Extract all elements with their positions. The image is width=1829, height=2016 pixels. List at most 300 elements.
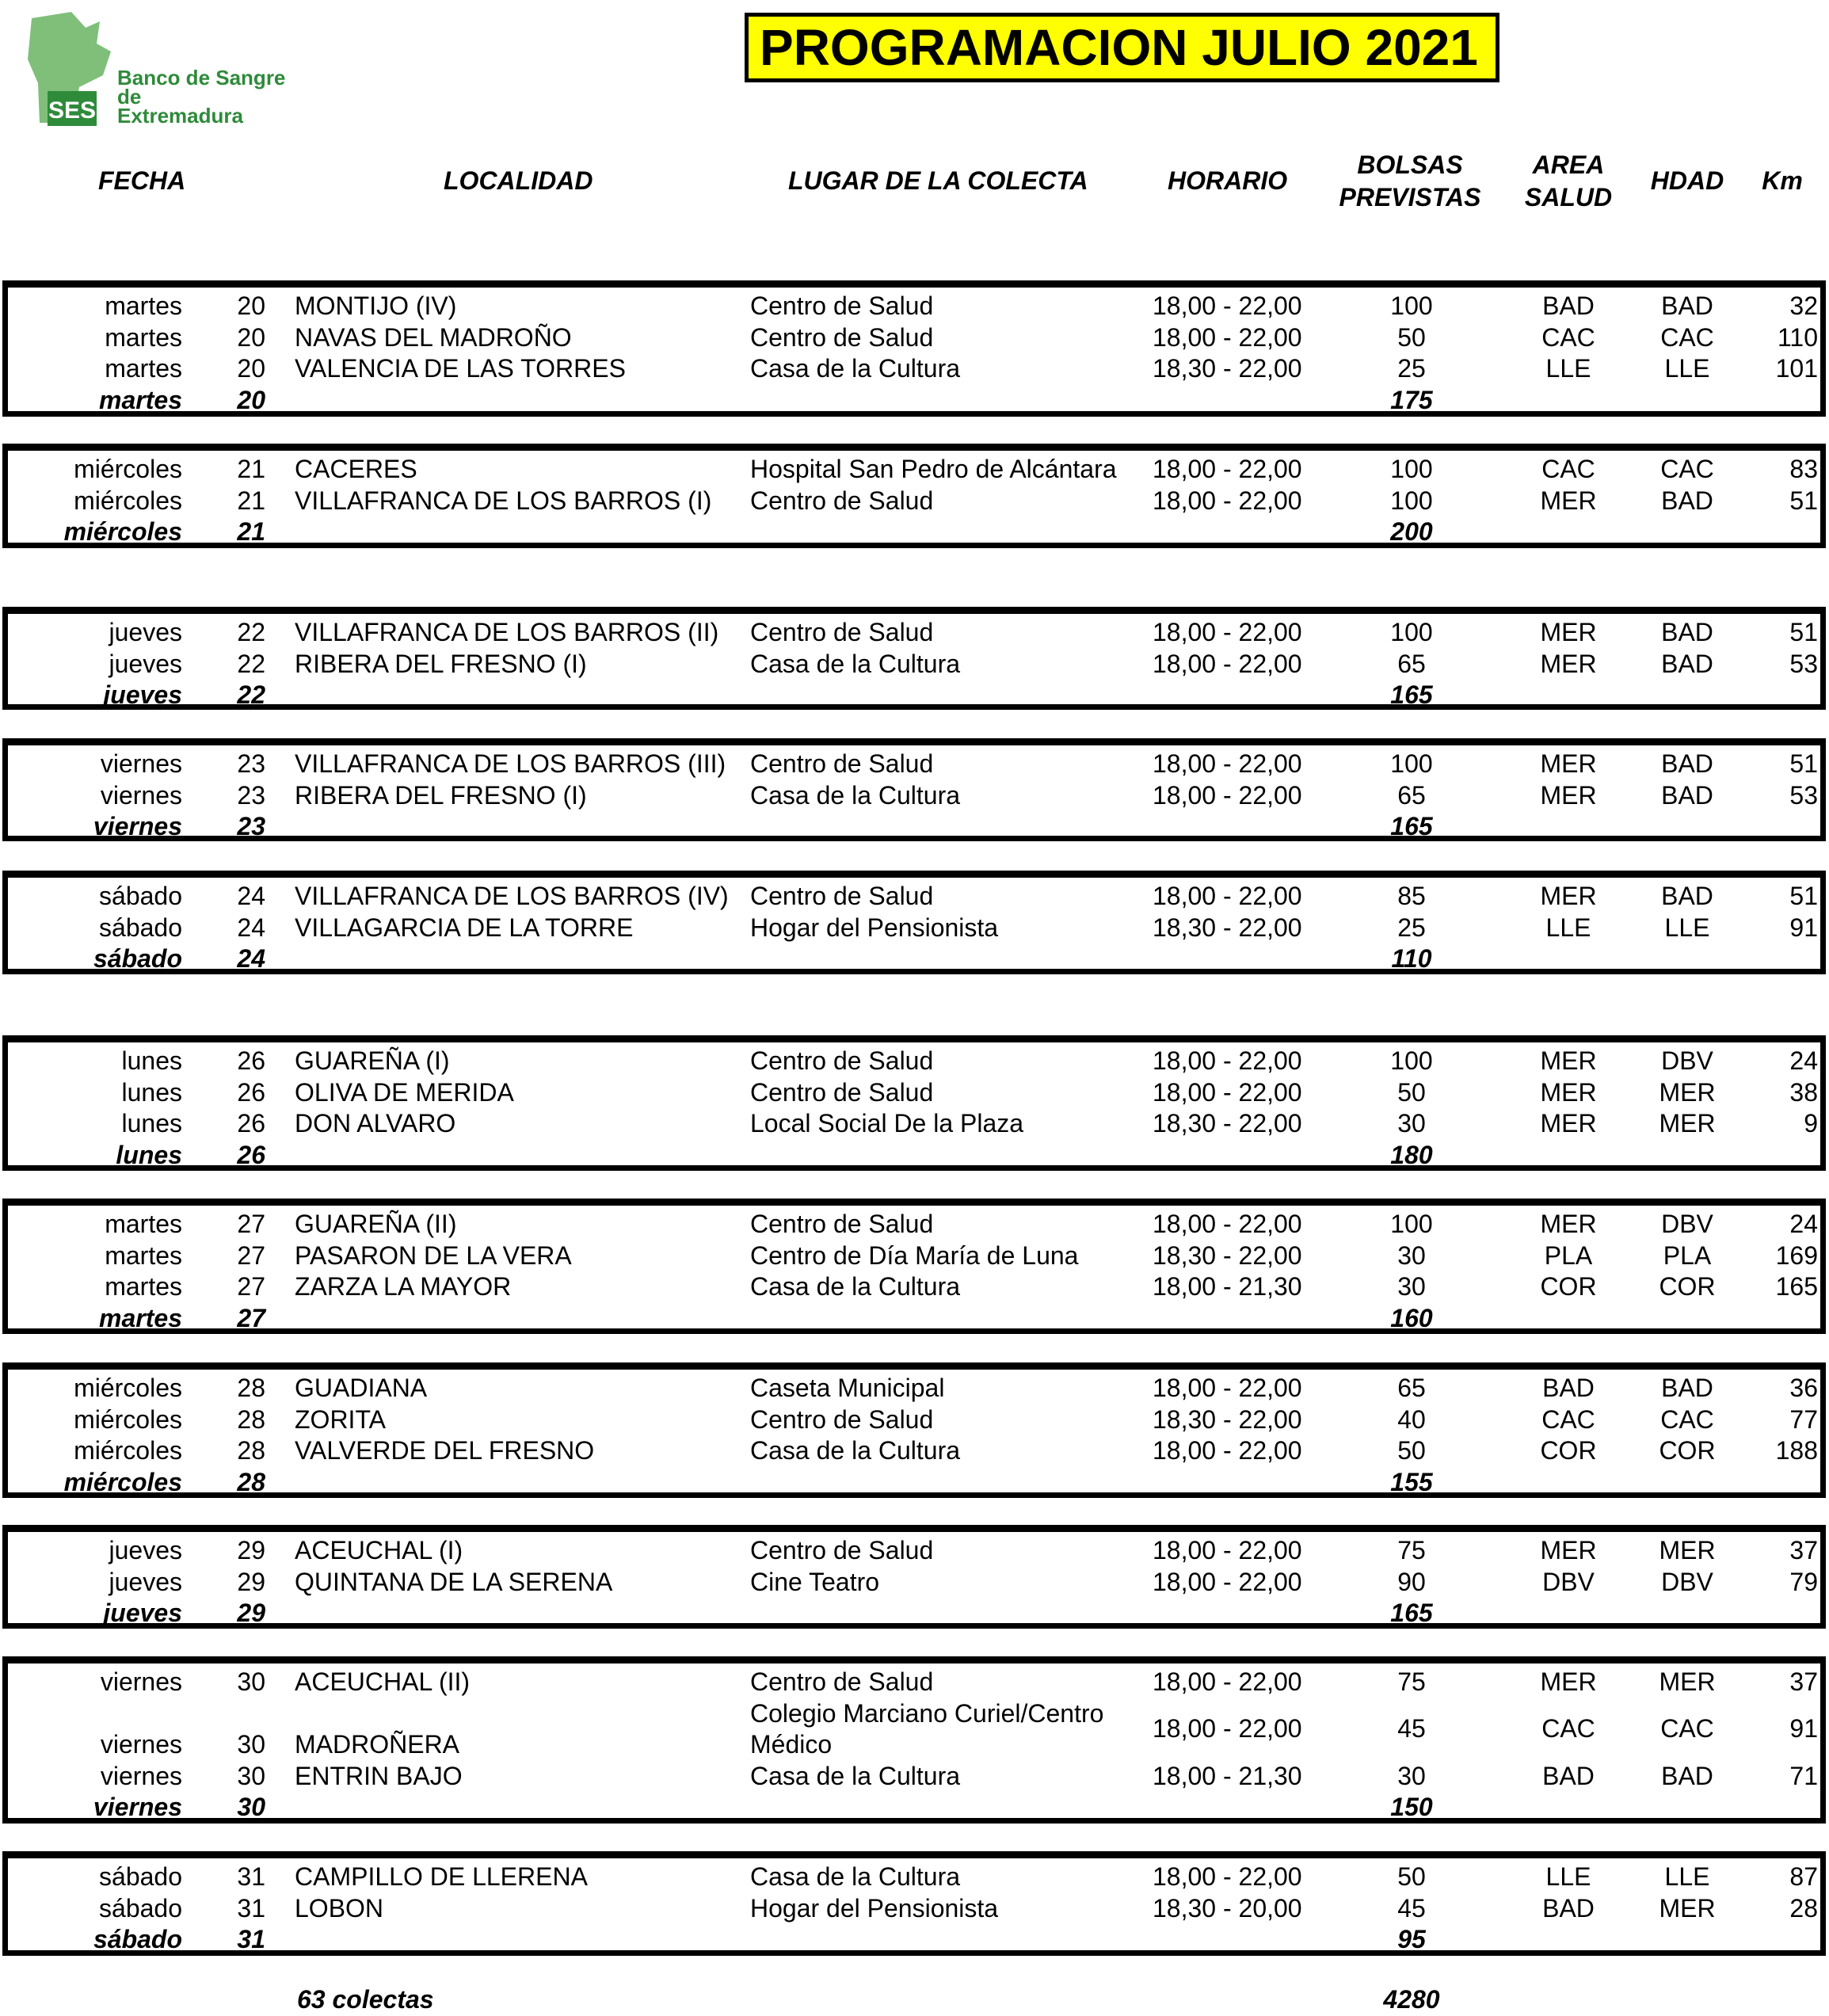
- km-cell: 188: [1775, 1436, 1818, 1465]
- area-salud-cell: CAC: [1541, 1714, 1595, 1744]
- area-salud-cell: MER: [1540, 1109, 1597, 1138]
- lugar-cell: Centro de Salud: [750, 292, 934, 320]
- fecha-dia-cell: sábado: [99, 882, 182, 910]
- localidad-cell: CAMPILLO DE LLERENA: [295, 1862, 588, 1891]
- bolsas-cell: 100: [1390, 455, 1433, 483]
- ses-initials: SES: [48, 97, 97, 124]
- hdad-cell: BAD: [1661, 882, 1713, 910]
- fecha-numero-cell: 21: [237, 455, 265, 483]
- bolsas-cell: 25: [1397, 913, 1426, 942]
- hdad-cell: BAD: [1661, 1761, 1713, 1790]
- km-cell: 37: [1789, 1536, 1818, 1564]
- table-row: [8, 1271, 1820, 1303]
- header-fecha: FECHA: [98, 166, 186, 195]
- km-cell: 37: [1789, 1667, 1818, 1696]
- fecha-numero-cell: 31: [237, 1862, 265, 1891]
- fecha-numero-cell: 28: [237, 1436, 265, 1465]
- bolsas-cell: 100: [1390, 486, 1433, 515]
- fecha-numero-cell: 27: [237, 1240, 265, 1270]
- km-cell: 110: [1777, 322, 1818, 352]
- hdad-cell: BAD: [1661, 780, 1713, 810]
- hdad-cell: COR: [1659, 1436, 1716, 1465]
- table-row: [8, 1435, 1820, 1467]
- grand-total-colectas: 63 colectas: [297, 1985, 434, 2014]
- hdad-cell: CAC: [1660, 455, 1714, 483]
- hdad-cell: MER: [1659, 1536, 1716, 1564]
- localidad-cell: RIBERA DEL FRESNO (I): [295, 780, 587, 810]
- area-salud-cell: MER: [1540, 1077, 1597, 1107]
- fecha-numero-cell: 24: [237, 913, 265, 942]
- table-row: [8, 780, 1820, 812]
- subtotal-dia-cell: martes: [99, 1303, 182, 1332]
- localidad-cell: MADROÑERA: [295, 1730, 460, 1759]
- subtotal-numero-cell: 31: [237, 1925, 265, 1953]
- localidad-cell: ZARZA LA MAYOR: [295, 1272, 512, 1301]
- day-group: [2, 607, 1826, 710]
- fecha-dia-cell: viernes: [100, 1730, 182, 1759]
- lugar-cell: Centro de Salud: [750, 486, 934, 515]
- km-cell: 83: [1789, 455, 1818, 483]
- km-cell: 79: [1789, 1567, 1818, 1596]
- localidad-cell: VILLAFRANCA DE LOS BARROS (I): [295, 486, 712, 515]
- table-row: [8, 881, 1820, 913]
- lugar-cell: Casa de la Cultura: [750, 1761, 961, 1790]
- fecha-numero-cell: 26: [237, 1109, 265, 1138]
- area-salud-cell: MER: [1540, 1667, 1597, 1696]
- bolsas-cell: 45: [1397, 1714, 1426, 1744]
- localidad-cell: VILLAFRANCA DE LOS BARROS (II): [295, 618, 719, 646]
- fecha-dia-cell: sábado: [99, 913, 182, 942]
- subtotal-bolsas-cell: 165: [1390, 812, 1433, 840]
- horario-cell: 18,00 - 22,00: [1153, 618, 1302, 646]
- km-cell: 24: [1789, 1210, 1818, 1238]
- fecha-numero-cell: 30: [237, 1761, 265, 1790]
- area-salud-cell: MER: [1540, 1046, 1597, 1075]
- area-salud-cell: CAC: [1541, 455, 1595, 483]
- subtotal-dia-cell: sábado: [93, 1925, 182, 1953]
- lugar-cell: Hogar del Pensionista: [750, 1893, 999, 1923]
- localidad-cell: RIBERA DEL FRESNO (I): [295, 649, 587, 678]
- fecha-dia-cell: sábado: [99, 1893, 182, 1923]
- subtotal-row: [8, 1303, 1820, 1334]
- day-group: [2, 1851, 1826, 1956]
- hdad-cell: BAD: [1661, 618, 1713, 646]
- subtotal-bolsas-cell: 110: [1391, 944, 1432, 973]
- bolsas-cell: 75: [1397, 1667, 1426, 1696]
- day-group: [2, 1362, 1826, 1498]
- lugar-cell: Centro de Salud: [750, 1404, 934, 1434]
- table-row: [8, 1077, 1820, 1109]
- localidad-cell: VALVERDE DEL FRESNO: [295, 1436, 595, 1465]
- subtotal-dia-cell: martes: [99, 385, 182, 414]
- area-salud-cell: MER: [1540, 1536, 1597, 1564]
- bolsas-cell: 90: [1397, 1567, 1426, 1596]
- logo-line-1: Banco de Sangre: [117, 66, 286, 90]
- bolsas-cell: 50: [1397, 1436, 1426, 1465]
- horario-cell: 18,00 - 22,00: [1153, 1210, 1302, 1238]
- hdad-cell: BAD: [1661, 1374, 1713, 1402]
- subtotal-row: [8, 943, 1820, 974]
- localidad-cell: DON ALVARO: [295, 1109, 456, 1138]
- hdad-cell: BAD: [1661, 649, 1713, 678]
- hdad-cell: DBV: [1661, 1046, 1713, 1075]
- table-row: [8, 1373, 1820, 1404]
- lugar-cell: Centro de Salud: [750, 1046, 934, 1075]
- horario-cell: 18,00 - 22,00: [1153, 749, 1302, 778]
- fecha-numero-cell: 27: [237, 1272, 265, 1301]
- area-salud-cell: BAD: [1542, 292, 1595, 320]
- fecha-dia-cell: jueves: [109, 618, 182, 646]
- bolsas-cell: 40: [1397, 1404, 1426, 1434]
- area-salud-cell: MER: [1540, 618, 1597, 646]
- fecha-numero-cell: 23: [237, 749, 265, 778]
- area-salud-cell: BAD: [1542, 1374, 1595, 1402]
- hdad-cell: BAD: [1661, 486, 1713, 515]
- horario-cell: 18,30 - 22,00: [1153, 913, 1302, 942]
- localidad-cell: PASARON DE LA VERA: [295, 1240, 572, 1270]
- header-horario: HORARIO: [1168, 166, 1288, 195]
- fecha-numero-cell: 31: [237, 1893, 265, 1923]
- localidad-cell: ENTRIN BAJO: [295, 1761, 463, 1790]
- bolsas-cell: 30: [1397, 1109, 1426, 1138]
- subtotal-bolsas-cell: 175: [1390, 385, 1433, 414]
- hdad-cell: LLE: [1664, 1862, 1710, 1891]
- subtotal-dia-cell: miércoles: [63, 1467, 182, 1496]
- subtotal-numero-cell: 22: [237, 680, 265, 709]
- area-salud-cell: CAC: [1541, 322, 1595, 352]
- bolsas-cell: 45: [1397, 1893, 1426, 1923]
- header-lugar: LUGAR DE LA COLECTA: [788, 166, 1088, 195]
- fecha-dia-cell: sábado: [99, 1862, 182, 1891]
- table-row: [8, 1404, 1820, 1436]
- grand-total-bolsas: 4280: [1383, 1985, 1440, 2014]
- subtotal-dia-cell: jueves: [103, 1599, 182, 1627]
- fecha-numero-cell: 29: [237, 1536, 265, 1564]
- hdad-cell: MER: [1659, 1667, 1716, 1696]
- subtotal-numero-cell: 27: [237, 1303, 265, 1332]
- fecha-numero-cell: 20: [237, 292, 265, 320]
- lugar-cell: Casa de la Cultura: [750, 1436, 961, 1465]
- horario-cell: 18,00 - 22,00: [1153, 1667, 1302, 1696]
- fecha-numero-cell: 28: [237, 1374, 265, 1402]
- subtotal-row: [8, 680, 1820, 711]
- area-salud-cell: DBV: [1542, 1567, 1595, 1596]
- bolsas-cell: 30: [1397, 1240, 1426, 1270]
- subtotal-row: [8, 1598, 1820, 1629]
- day-group: [2, 1035, 1826, 1171]
- subtotal-dia-cell: lunes: [116, 1140, 182, 1169]
- fecha-dia-cell: miércoles: [74, 455, 182, 483]
- localidad-cell: GUAREÑA (II): [295, 1210, 457, 1238]
- km-cell: 87: [1789, 1862, 1818, 1891]
- localidad-cell: NAVAS DEL MADROÑO: [295, 322, 572, 352]
- hdad-cell: LLE: [1664, 913, 1710, 942]
- lugar-cell: Colegio Marciano Curiel/Centro: [750, 1698, 1104, 1728]
- hdad-cell: MER: [1659, 1077, 1716, 1107]
- fecha-numero-cell: 22: [237, 618, 265, 646]
- lugar-cell: Casa de la Cultura: [750, 649, 961, 678]
- km-cell: 24: [1789, 1046, 1818, 1075]
- table-row: [8, 1698, 1820, 1761]
- subtotal-bolsas-cell: 165: [1390, 680, 1433, 709]
- localidad-cell: ZORITA: [295, 1404, 386, 1434]
- subtotal-numero-cell: 28: [237, 1467, 265, 1496]
- horario-cell: 18,00 - 22,00: [1153, 1077, 1302, 1107]
- area-salud-cell: LLE: [1545, 354, 1591, 383]
- fecha-dia-cell: viernes: [100, 1761, 182, 1790]
- localidad-cell: VILLAGARCIA DE LA TORRE: [295, 913, 634, 942]
- lugar-cell: Centro de Salud: [750, 1077, 934, 1107]
- table-row: [8, 322, 1820, 354]
- table-row: [8, 1862, 1820, 1893]
- horario-cell: 18,00 - 22,00: [1153, 322, 1302, 352]
- subtotal-numero-cell: 29: [237, 1599, 265, 1627]
- lugar-cell: Centro de Salud: [750, 882, 934, 910]
- fecha-dia-cell: miércoles: [74, 1374, 182, 1402]
- lugar-cell-line-2: Médico: [750, 1730, 833, 1759]
- localidad-cell: OLIVA DE MERIDA: [295, 1077, 514, 1107]
- logo-line-3: Extremadura: [117, 104, 243, 128]
- hdad-cell: MER: [1659, 1109, 1716, 1138]
- area-salud-cell: MER: [1540, 882, 1597, 910]
- fecha-dia-cell: viernes: [100, 749, 182, 778]
- fecha-numero-cell: 22: [237, 649, 265, 678]
- area-salud-cell: PLA: [1544, 1240, 1593, 1270]
- header-km: Km: [1762, 166, 1803, 195]
- fecha-dia-cell: jueves: [109, 1536, 182, 1564]
- fecha-dia-cell: miércoles: [74, 1436, 182, 1465]
- localidad-cell: LOBON: [295, 1893, 384, 1923]
- lugar-cell: Casa de la Cultura: [750, 354, 961, 383]
- subtotal-numero-cell: 20: [237, 385, 265, 414]
- subtotal-bolsas-cell: 200: [1390, 517, 1433, 546]
- area-salud-cell: BAD: [1542, 1893, 1595, 1923]
- bolsas-cell: 100: [1390, 292, 1433, 320]
- header-bolsas-2: PREVISTAS: [1339, 183, 1481, 212]
- area-salud-cell: LLE: [1545, 913, 1591, 942]
- horario-cell: 18,00 - 22,00: [1153, 649, 1302, 678]
- km-cell: 101: [1775, 354, 1818, 383]
- hdad-cell: DBV: [1661, 1567, 1713, 1596]
- lugar-cell: Hospital San Pedro de Alcántara: [750, 455, 1117, 483]
- fecha-dia-cell: martes: [105, 322, 182, 352]
- lugar-cell: Casa de la Cultura: [750, 780, 961, 810]
- subtotal-bolsas-cell: 165: [1390, 1599, 1433, 1627]
- fecha-dia-cell: martes: [105, 1272, 182, 1301]
- fecha-dia-cell: miércoles: [74, 486, 182, 515]
- localidad-cell: VILLAFRANCA DE LOS BARROS (III): [295, 749, 726, 778]
- subtotal-dia-cell: miércoles: [63, 517, 182, 546]
- day-group: [2, 1656, 1826, 1824]
- day-group: [2, 444, 1826, 548]
- fecha-dia-cell: martes: [105, 354, 182, 383]
- horario-cell: 18,30 - 22,00: [1153, 354, 1302, 383]
- localidad-cell: CACERES: [295, 455, 417, 483]
- area-salud-cell: COR: [1540, 1272, 1597, 1301]
- table-row: [8, 353, 1820, 385]
- lugar-cell: Centro de Salud: [750, 1210, 934, 1238]
- subtotal-row: [8, 385, 1820, 416]
- bolsas-cell: 65: [1397, 649, 1426, 678]
- table-row: [8, 913, 1820, 944]
- bolsas-cell: 50: [1397, 1077, 1426, 1107]
- bolsas-cell: 30: [1397, 1272, 1426, 1301]
- fecha-numero-cell: 30: [237, 1730, 265, 1759]
- area-salud-cell: BAD: [1542, 1761, 1595, 1790]
- bolsas-cell: 75: [1397, 1536, 1426, 1564]
- area-salud-cell: COR: [1540, 1436, 1597, 1465]
- lugar-cell: Casa de la Cultura: [750, 1272, 961, 1301]
- fecha-dia-cell: lunes: [121, 1077, 182, 1107]
- bolsas-cell: 65: [1397, 1374, 1426, 1402]
- horario-cell: 18,30 - 22,00: [1153, 1109, 1302, 1138]
- area-salud-cell: LLE: [1545, 1862, 1591, 1891]
- table-row: [8, 1667, 1820, 1698]
- page-title: PROGRAMACION JULIO 2021: [745, 13, 1499, 82]
- table-row: [8, 617, 1820, 649]
- bolsas-cell: 100: [1390, 749, 1433, 778]
- table-row: [8, 1046, 1820, 1077]
- lugar-cell: Centro de Salud: [750, 322, 934, 352]
- hdad-cell: CAC: [1660, 1404, 1714, 1434]
- horario-cell: 18,00 - 22,00: [1153, 455, 1302, 483]
- km-cell: 36: [1789, 1374, 1818, 1402]
- subtotal-numero-cell: 21: [237, 517, 265, 546]
- km-cell: 91: [1789, 1714, 1818, 1744]
- subtotal-bolsas-cell: 160: [1390, 1303, 1433, 1332]
- subtotal-dia-cell: viernes: [93, 812, 182, 840]
- fecha-numero-cell: 26: [237, 1046, 265, 1075]
- subtotal-numero-cell: 30: [237, 1793, 265, 1821]
- fecha-dia-cell: viernes: [100, 780, 182, 810]
- hdad-cell: BAD: [1661, 292, 1713, 320]
- bolsas-cell: 85: [1397, 882, 1426, 910]
- lugar-cell: Centro de Día María de Luna: [750, 1240, 1079, 1270]
- horario-cell: 18,00 - 22,00: [1153, 1046, 1302, 1075]
- localidad-cell: ACEUCHAL (I): [295, 1536, 463, 1564]
- fecha-numero-cell: 29: [237, 1567, 265, 1596]
- fecha-dia-cell: viernes: [100, 1667, 182, 1696]
- km-cell: 53: [1789, 649, 1818, 678]
- localidad-cell: QUINTANA DE LA SERENA: [295, 1567, 613, 1596]
- horario-cell: 18,30 - 20,00: [1153, 1893, 1302, 1923]
- header-area-2: SALUD: [1524, 183, 1613, 212]
- km-cell: 165: [1775, 1272, 1818, 1301]
- subtotal-dia-cell: viernes: [93, 1793, 182, 1821]
- fecha-numero-cell: 26: [237, 1077, 265, 1107]
- area-salud-cell: MER: [1540, 749, 1597, 778]
- localidad-cell: VILLAFRANCA DE LOS BARROS (IV): [295, 882, 729, 910]
- subtotal-bolsas-cell: 95: [1397, 1925, 1426, 1953]
- localidad-cell: ACEUCHAL (II): [295, 1667, 471, 1696]
- subtotal-row: [8, 516, 1820, 547]
- lugar-cell: Centro de Salud: [750, 1536, 934, 1564]
- horario-cell: 18,00 - 22,00: [1153, 882, 1302, 910]
- fecha-dia-cell: martes: [105, 1210, 182, 1238]
- subtotal-row: [8, 1924, 1820, 1955]
- hdad-cell: LLE: [1664, 354, 1710, 383]
- horario-cell: 18,00 - 22,00: [1153, 1436, 1302, 1465]
- km-cell: 32: [1789, 292, 1818, 320]
- km-cell: 51: [1789, 618, 1818, 646]
- bolsas-cell: 30: [1397, 1761, 1426, 1790]
- table-row: [8, 1893, 1820, 1925]
- day-group: [2, 1199, 1826, 1334]
- hdad-cell: CAC: [1660, 322, 1714, 352]
- subtotal-numero-cell: 23: [237, 812, 265, 840]
- horario-cell: 18,00 - 22,00: [1153, 1714, 1302, 1744]
- area-salud-cell: MER: [1540, 486, 1597, 515]
- table-row: [8, 1535, 1820, 1567]
- horario-cell: 18,00 - 22,00: [1153, 1862, 1302, 1891]
- hdad-cell: BAD: [1661, 749, 1713, 778]
- hdad-cell: DBV: [1661, 1210, 1713, 1238]
- area-salud-cell: CAC: [1541, 1404, 1595, 1434]
- day-group: [2, 738, 1826, 841]
- area-salud-cell: MER: [1540, 780, 1597, 810]
- fecha-dia-cell: martes: [105, 1240, 182, 1270]
- table-row: [8, 486, 1820, 517]
- lugar-cell: Cine Teatro: [750, 1567, 880, 1596]
- subtotal-dia-cell: sábado: [93, 944, 182, 973]
- table-row: [8, 1567, 1820, 1599]
- localidad-cell: VALENCIA DE LAS TORRES: [295, 354, 626, 383]
- km-cell: 77: [1789, 1404, 1818, 1434]
- day-group: [2, 280, 1826, 417]
- area-salud-cell: MER: [1540, 1210, 1597, 1238]
- header-localidad: LOCALIDAD: [444, 166, 593, 195]
- bolsas-cell: 100: [1390, 618, 1433, 646]
- table-row: [8, 291, 1820, 322]
- hdad-cell: COR: [1659, 1272, 1716, 1301]
- subtotal-row: [8, 1467, 1820, 1498]
- km-cell: 91: [1789, 913, 1818, 942]
- bolsas-cell: 100: [1390, 1210, 1433, 1238]
- table-row: [8, 1240, 1820, 1272]
- fecha-dia-cell: jueves: [109, 1567, 182, 1596]
- table-row: [8, 1108, 1820, 1140]
- fecha-numero-cell: 20: [237, 354, 265, 383]
- fecha-dia-cell: lunes: [121, 1109, 182, 1138]
- header-area-1: AREA: [1532, 151, 1605, 179]
- header-hdad: HDAD: [1650, 166, 1724, 195]
- hdad-cell: CAC: [1660, 1714, 1714, 1744]
- table-row: [8, 1209, 1820, 1240]
- subtotal-bolsas-cell: 150: [1390, 1793, 1433, 1821]
- fecha-numero-cell: 20: [237, 322, 265, 352]
- horario-cell: 18,00 - 22,00: [1153, 780, 1302, 810]
- fecha-numero-cell: 30: [237, 1667, 265, 1696]
- lugar-cell: Casa de la Cultura: [750, 1862, 961, 1891]
- localidad-cell: MONTIJO (IV): [295, 292, 457, 320]
- subtotal-numero-cell: 26: [237, 1140, 265, 1169]
- logo-line-2: de: [117, 85, 142, 109]
- horario-cell: 18,00 - 21,30: [1153, 1761, 1302, 1790]
- subtotal-row: [8, 1140, 1820, 1171]
- km-cell: 53: [1789, 780, 1818, 810]
- horario-cell: 18,00 - 22,00: [1153, 292, 1302, 320]
- fecha-numero-cell: 21: [237, 486, 265, 515]
- horario-cell: 18,00 - 22,00: [1153, 1567, 1302, 1596]
- horario-cell: 18,00 - 22,00: [1153, 1536, 1302, 1564]
- localidad-cell: GUADIANA: [295, 1374, 428, 1402]
- horario-cell: 18,30 - 22,00: [1153, 1240, 1302, 1270]
- table-row: [8, 454, 1820, 486]
- subtotal-dia-cell: jueves: [103, 680, 182, 709]
- localidad-cell: GUAREÑA (I): [295, 1046, 450, 1075]
- hdad-cell: PLA: [1663, 1240, 1712, 1270]
- horario-cell: 18,00 - 22,00: [1153, 1374, 1302, 1402]
